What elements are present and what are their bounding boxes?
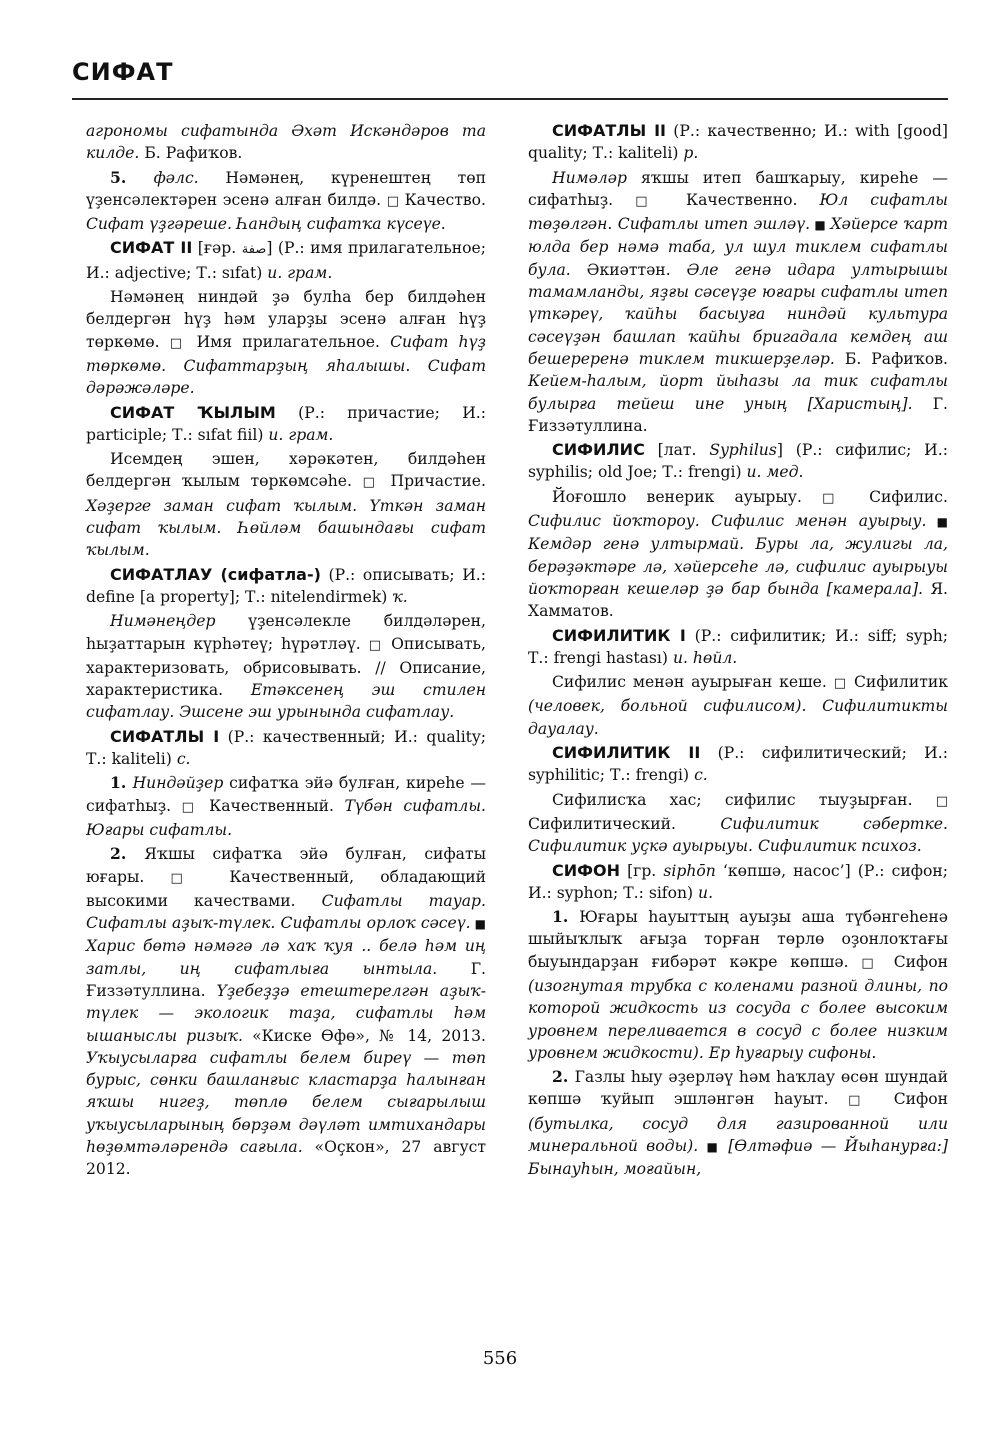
translation-marker-icon: □ xyxy=(861,955,894,971)
entry-sifatly-2: СИФАТЛЫ II (Р.: качественно; И.: with [good] quality; Т.: kaliteli) р. xyxy=(528,121,948,163)
headword: СИФАТ ҠЫЛЫМ xyxy=(110,402,276,422)
translation-marker-icon: □ xyxy=(169,335,197,351)
entry-sifat-kylym: СИФАТ ҠЫЛЫМ (Р.: причастие; И.: participle; Т.: sıfat fiil) и. грам. xyxy=(86,402,486,444)
headword: СИФОН xyxy=(552,860,620,880)
page-number: 556 xyxy=(482,1348,518,1369)
entry-sifatly-1: СИФАТЛЫ I (Р.: качественный; И.: quality; Т.: kaliteli) с. xyxy=(86,726,487,769)
translation-marker-icon: □ xyxy=(386,193,405,209)
entry-sifilitik-1: СИФИЛИТИК I (Р.: сифилитик; И.: siff; syph; Т.: frengi hastası) и. һөйл. xyxy=(528,625,948,667)
definition: Нәмәнең ниндәй ҙә булһа бер билдәһен белдергән һүҙ һәм уларҙы эсенә алған һүҙ төркөмө. □ Имя прилагательное. Сифат һүҙ төркөмө. Сифаттарҙың яһалышы. Сифат дәрәжәләре. xyxy=(86,288,486,398)
definition: Йоғошло венерик ауырыу. □ Сифилис. Сифилис йоҡтороу. Сифилис менән ауырыу. ■ Кемдәр генә ултырмай. Буры ла, жулигы ла, берәҙәктәре лә, хәйерсеһе лә, сифилис ауырыуы йоҡторған кешеләр ҙә бар бында [камерала]. Я. Хамматов. xyxy=(528,487,949,621)
headword: СИФИЛИТИК I xyxy=(552,625,686,645)
translation-marker-icon: □ xyxy=(833,676,854,692)
sense-5: 5. фәлс. Нәмәнең, күренештең төп үҙенсәлектәрен эсенә алған билдә. □ Качество. Сифат үҙгәреше. Һандың сифатҡа күсеүе. xyxy=(86,167,486,234)
headword: СИФИЛИТИК II xyxy=(552,743,701,763)
right-column xyxy=(528,120,948,1183)
translation-marker-icon: □ xyxy=(170,870,230,886)
definition: Исемдең эшен, хәрәкәтен, билдәһен белдергән ҡылым төркөмсәһе. □ Причастие. Хәҙерге заман сифат ҡылым. Үткән заман сифат ҡылым. Һөйләм башындағы сифат ҡылым. xyxy=(86,450,486,560)
headword: СИФАТЛЫ I xyxy=(110,726,220,746)
entry-sifatlau: СИФАТЛАУ (сифатла-) (Р.: описывать; И.: define [a property]; Т.: nitelendirmek) ҡ. xyxy=(86,564,487,606)
definition: Нимәнеңдер үҙенсәлекле билдәләрен, һыҙаттарын күрһәтеү; һүрәтләү. □ Описывать, характеризовать, обрисовывать. // Описание, характеристика. Етәксенең эш стилен сифатлау. Эшсене эш урынында сифатлау. xyxy=(86,612,486,722)
running-head: СИФАТ xyxy=(72,58,174,86)
quotation-marker-icon: ■ xyxy=(470,917,486,932)
arabic-etymon: صفة xyxy=(241,242,267,258)
headword: СИФИЛИС xyxy=(552,440,645,460)
translation-marker-icon: □ xyxy=(848,1093,894,1109)
translation-marker-icon: □ xyxy=(362,475,391,491)
translation-marker-icon: □ xyxy=(935,793,948,809)
definition: Нимәләр яҡшы итеп башҡарыу, киреһе — сифатһыҙ. □ Качественно. Юл сифатлы төҙөлгән. Сифатлы итеп эшләү. ■ Хәйерсе ҡарт юлда бер нәмә таба, ул шул тиклем сифатлы була. Әкиәттән. Әле генә идара ултырышы тамамланды, яҙғы сәсеүҙе юғары сифатлы итеп үткәреү, ҡайһы басыуға ниндәй культура сәсеүҙән башлап ҡайһы бригадала кемдең аш бешереренә тиклем тикшерҙеләр. Б. Рафиҡов. Кейем-һалым, йорт йыһазы ла тик сифатлы булырға тейеш ине уның [Харистың]. Г. Ғиззәтуллина. xyxy=(528,168,949,435)
entry-sifat-2: СИФАТ II [ғәр. صفة] (Р.: имя прилагательное; И.: adjective; Т.: sıfat) и. грам. xyxy=(86,238,486,282)
entry-sifon: СИФОН [гр. siphōn ‘көпшә, насос’] (Р.: сифон; И.: syphon; Т.: sifon) и. xyxy=(528,860,948,902)
sense-2: 2. Газлы һыу әҙерләү һәм һаҡлау өсөн шундай көпшә ҡуйып эшләнгән һауыт. □ Сифон (бутылка, сосуд для газированной или минеральной воды). ■ [Өлтәфиә — Йыһанурға:] Бынауһын, моғайын, xyxy=(528,1067,949,1179)
translation-marker-icon: □ xyxy=(181,799,210,815)
left-column xyxy=(86,120,486,1183)
quotation-marker-icon: ■ xyxy=(706,1140,729,1155)
translation-marker-icon: □ xyxy=(368,637,392,653)
quotation-marker-icon: ■ xyxy=(926,515,949,530)
headword: СИФАТ II xyxy=(110,238,193,258)
sense-1: 1. Ниндәйҙер сифатҡа эйә булған, киреһе — сифатһыҙ. □ Качественный. Түбән сифатлы. Юғары сифатлы. xyxy=(86,773,486,839)
translation-marker-icon: □ xyxy=(822,490,870,506)
definition: Сифилисҡа хас; сифилис тыуҙырған. □ Сифилитический. Сифилитик сәбертке. Сифилитик уҫкә ауырыуы. Сифилитик психоз. xyxy=(528,790,948,856)
sense-2: 2. Яҡшы сифатҡа эйә булған, сифаты юғары. □ Качественный, обладающий высокими качествами. Сифатлы тауар. Сифатлы аҙыҡ-түлек. Сифатлы орлоҡ сәсеү. ■ Харис бөтә нәмәгә лә хаҡ ҡуя .. белә һәм иң затлы, иң сифатлыға ынтыла. Г. Ғиззәтуллина. Үҙебеҙҙә етештерелгән аҙыҡ-түлек — экологик таҙа, сифатлы һәм ышаныслы ризыҡ. «Киске Өфө», № 14, 2013. Уҡыусыларға сифатлы белем биреү — төп бурыс, сөнки башланғыс кластарҙа һалынған яҡшы нигеҙ, төплө белем сығарылыш уҡыусыларының бөрҙәм дәүләт имтихандары һөҙөмтәләрендә сағыла. «Оҫкон», 27 август 2012. xyxy=(86,844,487,1179)
headword: СИФАТЛЫ II xyxy=(552,121,666,140)
entry-sifilis: СИФИЛИС [лат. Syphilus] (Р.: сифилис; И.: syphilis; old Joe; Т.: frengi) и. мед. xyxy=(528,440,948,482)
headword: СИФАТЛАУ (сифатла-) xyxy=(110,564,321,584)
definition: Сифилис менән ауырыған кеше. □ Сифилитик (человек, больной сифилисом). Сифилитикты дауалау. xyxy=(528,673,948,738)
entry-sifilitik-2: СИФИЛИТИК II (Р.: сифилитический; И.: syphilitic; Т.: frengi) с. xyxy=(528,743,948,785)
translation-marker-icon: □ xyxy=(635,193,687,209)
header-rule xyxy=(72,98,948,100)
quotation-marker-icon: ■ xyxy=(810,218,831,233)
sense-1: 1. Юғары һауыттың ауыҙы аша түбәнгеһенә шыйыҡлыҡ ағыҙа торған төрлө оҙонлоҡтағы быуындарҙан ғибәрәт кәкре көпшә. □ Сифон (изогнутая трубка с коленами разной длины, по которой жидкость из сосуда с более высоким уровнем переливается в сосуд с более низким уровнем жидкости). Ер һуғарыу сифоны. xyxy=(528,907,948,1062)
entry-continuation: агрономы сифатында Әхәт Искәндәров та килде. Б. Рафиҡов. xyxy=(86,122,486,163)
